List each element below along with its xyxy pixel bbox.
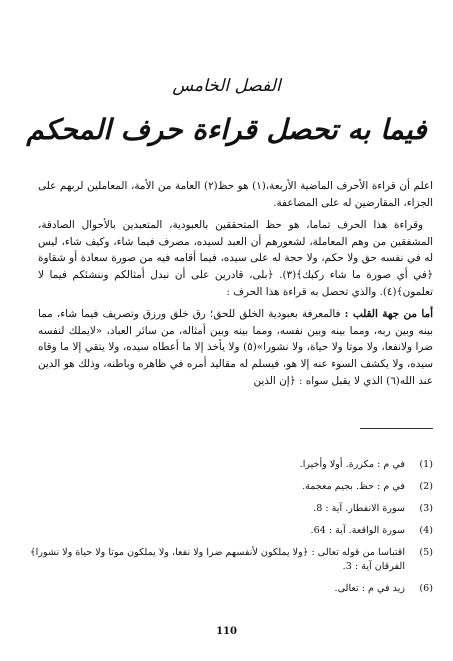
footnote-text: زيد في م : تعالى. xyxy=(334,583,405,594)
footnote-number: (4) xyxy=(419,525,433,536)
chapter-label: الفصل الخامس xyxy=(172,76,281,96)
footnote-text: في م : مكررة. أولا وأخيرا. xyxy=(299,459,405,470)
paragraph-3-text: فالمعرفة بعبودية الخلق للحق؛ رق خلق ورزق وتصريف فيما شاء، مما بينه وبين ربه، ومما بينه وبين نفسه، ومما بينه وبين أمثاله، من سائر العباد، «لايملك لنفسه ضرا ولانفعا، ولا موتا ولا حياة، ولا نشورا»(٥) ولا يأخذ إلا ما أعطاه سيده، ولا يتقي إلا ما وقاه سيده، ولا يكشف السوء عنه إلا هو، فيسلم له مقاليد أمره في ظاهره وباطنه، وذلك هو الدين عند الله(٦) الذي لا يقبل سواه : ﴿إن الذين xyxy=(38,308,433,387)
footnote xyxy=(28,546,433,574)
page-number: 110 xyxy=(216,626,237,637)
footnote xyxy=(28,480,433,494)
footnote-text: في م : حظ. بجيم معجمة. xyxy=(302,481,405,492)
footnote-text: سورة الواقعة. آية : 64. xyxy=(310,525,405,536)
footnote-number: (6) xyxy=(419,583,433,594)
footnote xyxy=(28,524,433,538)
footnote xyxy=(28,502,433,516)
footnote-number: (5) xyxy=(419,547,433,558)
paragraph-2: وقراءة هذا الحرف تماما، هو حظ المتحققين بالعبودية، المتعبدين بالأحوال الصادقة، المشفقين من وهم المعاملة، لشعورهم أن العبد لسيده، مصرف فيما شاء، وكيف شاء، ليس له في نفسه حق ولا حكم، ولا حجة له على سيده، فيما أقامه فيه من صورة سعادة أو شقاوة ﴿في أي صورة ما شاء ركبك﴾(٣). ﴿بلى، قادرين على أن نبدل أمثالكم وننشئكم فيما لا تعلمون﴾(٤). والذي تحصل به قراءة هذا الحرف : xyxy=(38,219,433,298)
section-heading: أما من جهة القلب : xyxy=(344,308,433,321)
chapter-title: فيما به تحصل قراءة حرف المحكم xyxy=(26,113,427,146)
footnote-separator xyxy=(360,428,433,429)
footnote-number: (2) xyxy=(419,481,433,492)
footnote-number: (3) xyxy=(419,503,433,514)
footnote-text: اقتباسا من قوله تعالى : ﴿ولا يملكون لأنفسهم ضرا ولا نفعا، ولا يملكون موتا ولا حياة ولا نشورا﴾ الفرقان آية : 3. xyxy=(30,547,405,572)
footnote-text: سورة الانفطار. آية : 8. xyxy=(313,503,405,514)
body-text xyxy=(38,178,433,389)
footnote xyxy=(28,458,433,472)
footnote-number: (1) xyxy=(419,459,433,470)
footnotes xyxy=(28,458,433,604)
paragraph-1: اعلم أن قراءة الأحرف الماضية الأربعة،(١) هو حظ(٢) العامة من الأمة، المعاملين لربهم على الجزاء، المقارضين له على المضاعفة. xyxy=(38,180,433,209)
footnote xyxy=(28,582,433,596)
paragraph-3 xyxy=(38,306,433,389)
